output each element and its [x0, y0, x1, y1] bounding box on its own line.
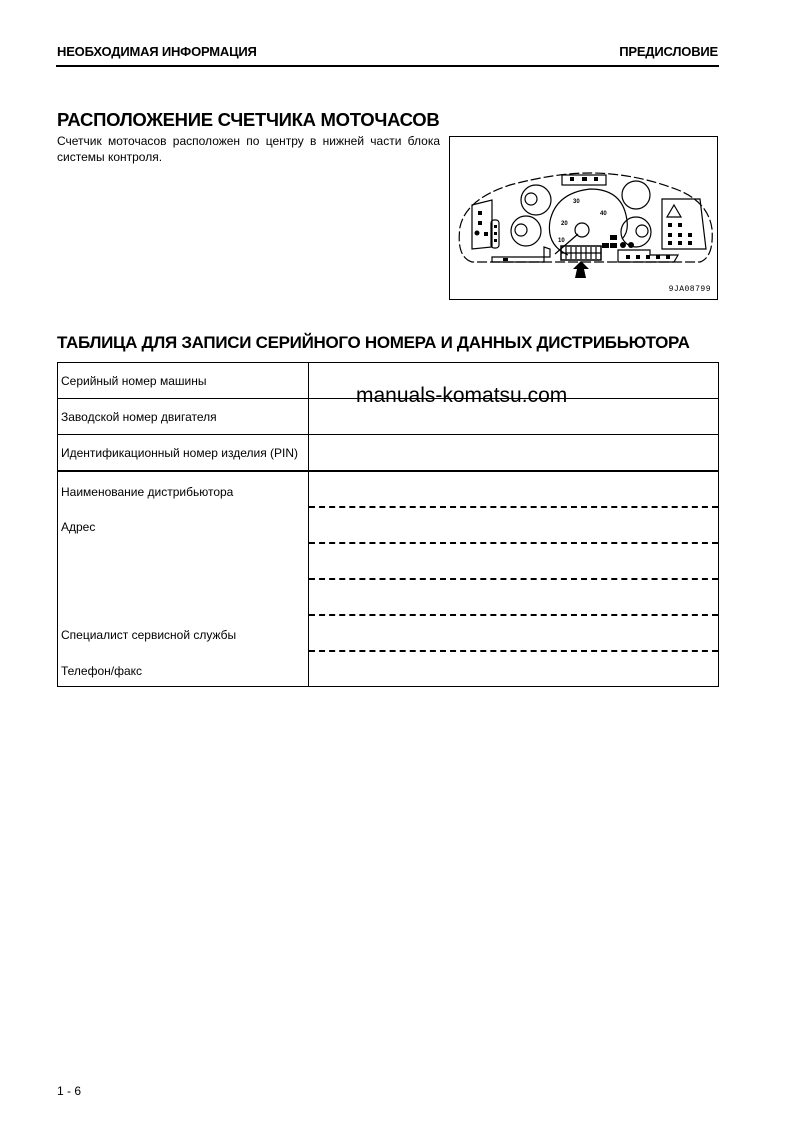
svg-text:20: 20	[561, 221, 568, 227]
service-specialist-label: Специалист сервисной службы	[61, 628, 237, 642]
header-rule	[56, 65, 719, 67]
svg-text:40: 40	[600, 211, 607, 217]
dashed-line	[309, 506, 718, 508]
dashed-line	[309, 542, 718, 544]
phone-fax-label: Телефон/факс	[61, 664, 143, 678]
dashed-line	[309, 614, 718, 616]
figure-label: 9JA08799	[668, 285, 711, 294]
page-number: 1 - 6	[57, 1084, 82, 1098]
distributor-row	[58, 471, 719, 687]
distributor-name-label: Наименование дистрибьютора	[61, 485, 234, 499]
address-label: Адрес	[61, 520, 96, 534]
section-text-hour-meter: Счетчик моточасов расположен по центру в нижней части блока системы контроля.	[57, 134, 440, 164]
table-row	[58, 435, 719, 472]
running-header-right: ПРЕДИСЛОВИЕ	[619, 44, 718, 59]
dashed-line	[309, 578, 718, 580]
section-title-serial-table: ТАБЛИЦА ДЛЯ ЗАПИСИ СЕРИЙНОГО НОМЕРА И ДАННЫХ ДИСТРИБЬЮТОРА	[57, 333, 690, 352]
serial-record-table	[57, 362, 719, 687]
dashed-line	[309, 650, 718, 652]
row-label: Идентификационный номер изделия (PIN)	[58, 435, 309, 472]
pin-field[interactable]	[309, 435, 719, 472]
instrument-panel-illustration	[450, 137, 719, 301]
dashboard-figure	[449, 136, 718, 300]
section-title-hour-meter: РАСПОЛОЖЕНИЕ СЧЕТЧИКА МОТОЧАСОВ	[57, 109, 440, 130]
distributor-info-field[interactable]	[309, 471, 719, 687]
watermark: manuals-komatsu.com	[356, 384, 568, 407]
row-label: Заводской номер двигателя	[58, 399, 309, 435]
running-header-left: НЕОБХОДИМАЯ ИНФОРМАЦИЯ	[57, 44, 257, 59]
svg-text:30: 30	[573, 199, 580, 205]
row-label: Серийный номер машины	[58, 363, 309, 399]
svg-text:10: 10	[558, 238, 565, 244]
